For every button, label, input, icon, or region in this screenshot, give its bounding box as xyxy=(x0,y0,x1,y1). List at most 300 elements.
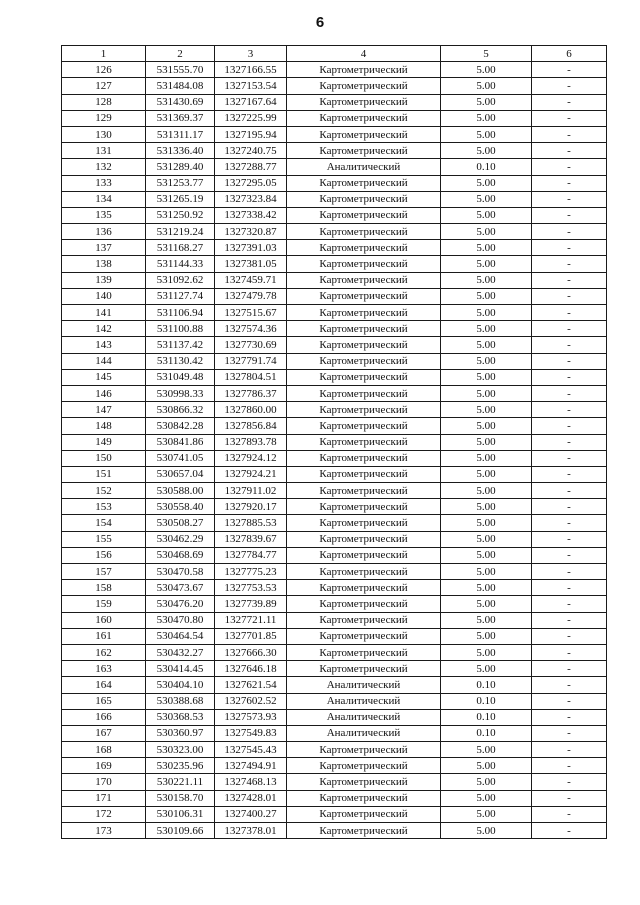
accuracy-cell: 5.00 xyxy=(441,143,532,159)
x-coordinate-cell: 530432.27 xyxy=(146,644,215,660)
method-cell: Картометрический xyxy=(287,305,441,321)
y-coordinate-cell: 1327885.53 xyxy=(215,515,287,531)
method-cell: Картометрический xyxy=(287,628,441,644)
x-coordinate-cell: 530360.97 xyxy=(146,725,215,741)
table-row xyxy=(62,385,607,401)
note-cell: - xyxy=(532,78,607,94)
table-row xyxy=(62,110,607,126)
note-cell: - xyxy=(532,725,607,741)
point-number-cell: 149 xyxy=(62,434,146,450)
method-cell: Картометрический xyxy=(287,418,441,434)
note-cell: - xyxy=(532,596,607,612)
table-body xyxy=(62,62,607,839)
point-number-cell: 141 xyxy=(62,305,146,321)
y-coordinate-cell: 1327320.87 xyxy=(215,224,287,240)
note-cell: - xyxy=(532,305,607,321)
note-cell: - xyxy=(532,369,607,385)
accuracy-cell: 5.00 xyxy=(441,434,532,450)
table-row xyxy=(62,337,607,353)
method-cell: Картометрический xyxy=(287,450,441,466)
x-coordinate-cell: 530404.10 xyxy=(146,677,215,693)
x-coordinate-cell: 531130.42 xyxy=(146,353,215,369)
x-coordinate-cell: 530158.70 xyxy=(146,790,215,806)
method-cell: Картометрический xyxy=(287,288,441,304)
y-coordinate-cell: 1327240.75 xyxy=(215,143,287,159)
accuracy-cell: 5.00 xyxy=(441,774,532,790)
note-cell: - xyxy=(532,758,607,774)
method-cell: Картометрический xyxy=(287,612,441,628)
y-coordinate-cell: 1327468.13 xyxy=(215,774,287,790)
note-cell: - xyxy=(532,240,607,256)
table-row xyxy=(62,628,607,644)
table-row xyxy=(62,450,607,466)
point-number-cell: 170 xyxy=(62,774,146,790)
point-number-cell: 160 xyxy=(62,612,146,628)
method-cell: Картометрический xyxy=(287,240,441,256)
table-row xyxy=(62,612,607,628)
point-number-cell: 153 xyxy=(62,499,146,515)
point-number-cell: 128 xyxy=(62,94,146,110)
x-coordinate-cell: 530473.67 xyxy=(146,580,215,596)
accuracy-cell: 5.00 xyxy=(441,547,532,563)
accuracy-cell: 5.00 xyxy=(441,191,532,207)
accuracy-cell: 5.00 xyxy=(441,596,532,612)
note-cell: - xyxy=(532,402,607,418)
point-number-cell: 166 xyxy=(62,709,146,725)
point-number-cell: 165 xyxy=(62,693,146,709)
table-row xyxy=(62,143,607,159)
table-row xyxy=(62,369,607,385)
y-coordinate-cell: 1327791.74 xyxy=(215,353,287,369)
column-header: 5 xyxy=(441,46,532,62)
note-cell: - xyxy=(532,159,607,175)
accuracy-cell: 5.00 xyxy=(441,240,532,256)
note-cell: - xyxy=(532,628,607,644)
point-number-cell: 151 xyxy=(62,466,146,482)
table-row xyxy=(62,466,607,482)
accuracy-cell: 5.00 xyxy=(441,175,532,191)
note-cell: - xyxy=(532,321,607,337)
column-header: 4 xyxy=(287,46,441,62)
y-coordinate-cell: 1327549.83 xyxy=(215,725,287,741)
method-cell: Картометрический xyxy=(287,110,441,126)
accuracy-cell: 5.00 xyxy=(441,450,532,466)
note-cell: - xyxy=(532,661,607,677)
method-cell: Картометрический xyxy=(287,661,441,677)
x-coordinate-cell: 530109.66 xyxy=(146,823,215,839)
y-coordinate-cell: 1327911.02 xyxy=(215,483,287,499)
accuracy-cell: 5.00 xyxy=(441,515,532,531)
x-coordinate-cell: 531430.69 xyxy=(146,94,215,110)
table-row xyxy=(62,823,607,839)
y-coordinate-cell: 1327391.03 xyxy=(215,240,287,256)
note-cell: - xyxy=(532,450,607,466)
method-cell: Картометрический xyxy=(287,758,441,774)
note-cell: - xyxy=(532,94,607,110)
table-row xyxy=(62,191,607,207)
point-number-cell: 139 xyxy=(62,272,146,288)
x-coordinate-cell: 530470.58 xyxy=(146,564,215,580)
accuracy-cell: 0.10 xyxy=(441,725,532,741)
accuracy-cell: 5.00 xyxy=(441,353,532,369)
y-coordinate-cell: 1327515.67 xyxy=(215,305,287,321)
point-number-cell: 143 xyxy=(62,337,146,353)
accuracy-cell: 5.00 xyxy=(441,288,532,304)
accuracy-cell: 5.00 xyxy=(441,224,532,240)
table-row xyxy=(62,515,607,531)
method-cell: Картометрический xyxy=(287,823,441,839)
note-cell: - xyxy=(532,823,607,839)
method-cell: Картометрический xyxy=(287,321,441,337)
accuracy-cell: 5.00 xyxy=(441,628,532,644)
table-row xyxy=(62,661,607,677)
note-cell: - xyxy=(532,677,607,693)
method-cell: Аналитический xyxy=(287,709,441,725)
method-cell: Картометрический xyxy=(287,94,441,110)
point-number-cell: 152 xyxy=(62,483,146,499)
method-cell: Картометрический xyxy=(287,483,441,499)
note-cell: - xyxy=(532,191,607,207)
accuracy-cell: 5.00 xyxy=(441,758,532,774)
note-cell: - xyxy=(532,224,607,240)
point-number-cell: 162 xyxy=(62,644,146,660)
point-number-cell: 171 xyxy=(62,790,146,806)
x-coordinate-cell: 531555.70 xyxy=(146,62,215,78)
table-row xyxy=(62,709,607,725)
table-row xyxy=(62,62,607,78)
note-cell: - xyxy=(532,742,607,758)
y-coordinate-cell: 1327378.01 xyxy=(215,823,287,839)
point-number-cell: 159 xyxy=(62,596,146,612)
point-number-cell: 163 xyxy=(62,661,146,677)
accuracy-cell: 5.00 xyxy=(441,564,532,580)
point-number-cell: 161 xyxy=(62,628,146,644)
column-header: 2 xyxy=(146,46,215,62)
y-coordinate-cell: 1327753.53 xyxy=(215,580,287,596)
note-cell: - xyxy=(532,143,607,159)
point-number-cell: 142 xyxy=(62,321,146,337)
accuracy-cell: 5.00 xyxy=(441,418,532,434)
y-coordinate-cell: 1327775.23 xyxy=(215,564,287,580)
x-coordinate-cell: 530388.68 xyxy=(146,693,215,709)
x-coordinate-cell: 530998.33 xyxy=(146,385,215,401)
table-row xyxy=(62,207,607,223)
y-coordinate-cell: 1327784.77 xyxy=(215,547,287,563)
point-number-cell: 145 xyxy=(62,369,146,385)
y-coordinate-cell: 1327574.36 xyxy=(215,321,287,337)
table-row xyxy=(62,580,607,596)
point-number-cell: 140 xyxy=(62,288,146,304)
table-row xyxy=(62,321,607,337)
x-coordinate-cell: 531484.08 xyxy=(146,78,215,94)
table-row xyxy=(62,272,607,288)
point-number-cell: 144 xyxy=(62,353,146,369)
x-coordinate-cell: 531106.94 xyxy=(146,305,215,321)
point-number-cell: 135 xyxy=(62,207,146,223)
y-coordinate-cell: 1327166.55 xyxy=(215,62,287,78)
x-coordinate-cell: 530588.00 xyxy=(146,483,215,499)
table-row xyxy=(62,175,607,191)
x-coordinate-cell: 531144.33 xyxy=(146,256,215,272)
method-cell: Картометрический xyxy=(287,175,441,191)
point-number-cell: 150 xyxy=(62,450,146,466)
x-coordinate-cell: 530235.96 xyxy=(146,758,215,774)
y-coordinate-cell: 1327804.51 xyxy=(215,369,287,385)
accuracy-cell: 5.00 xyxy=(441,337,532,353)
y-coordinate-cell: 1327739.89 xyxy=(215,596,287,612)
y-coordinate-cell: 1327295.05 xyxy=(215,175,287,191)
accuracy-cell: 5.00 xyxy=(441,790,532,806)
column-header: 1 xyxy=(62,46,146,62)
y-coordinate-cell: 1327893.78 xyxy=(215,434,287,450)
table-row xyxy=(62,774,607,790)
y-coordinate-cell: 1327730.69 xyxy=(215,337,287,353)
table-row xyxy=(62,126,607,142)
y-coordinate-cell: 1327856.84 xyxy=(215,418,287,434)
column-header: 6 xyxy=(532,46,607,62)
accuracy-cell: 5.00 xyxy=(441,207,532,223)
note-cell: - xyxy=(532,564,607,580)
x-coordinate-cell: 530323.00 xyxy=(146,742,215,758)
accuracy-cell: 5.00 xyxy=(441,369,532,385)
x-coordinate-cell: 530558.40 xyxy=(146,499,215,515)
y-coordinate-cell: 1327924.12 xyxy=(215,450,287,466)
x-coordinate-cell: 530106.31 xyxy=(146,806,215,822)
table-row xyxy=(62,483,607,499)
method-cell: Картометрический xyxy=(287,564,441,580)
point-number-cell: 127 xyxy=(62,78,146,94)
table-row xyxy=(62,434,607,450)
x-coordinate-cell: 531336.40 xyxy=(146,143,215,159)
table-row xyxy=(62,159,607,175)
table-row xyxy=(62,758,607,774)
table-row xyxy=(62,418,607,434)
note-cell: - xyxy=(532,790,607,806)
x-coordinate-cell: 530368.53 xyxy=(146,709,215,725)
x-coordinate-cell: 531289.40 xyxy=(146,159,215,175)
method-cell: Картометрический xyxy=(287,207,441,223)
accuracy-cell: 0.10 xyxy=(441,709,532,725)
note-cell: - xyxy=(532,515,607,531)
table-row xyxy=(62,94,607,110)
note-cell: - xyxy=(532,531,607,547)
method-cell: Картометрический xyxy=(287,515,441,531)
y-coordinate-cell: 1327701.85 xyxy=(215,628,287,644)
note-cell: - xyxy=(532,62,607,78)
accuracy-cell: 5.00 xyxy=(441,402,532,418)
x-coordinate-cell: 531265.19 xyxy=(146,191,215,207)
note-cell: - xyxy=(532,580,607,596)
point-number-cell: 137 xyxy=(62,240,146,256)
note-cell: - xyxy=(532,110,607,126)
point-number-cell: 134 xyxy=(62,191,146,207)
note-cell: - xyxy=(532,434,607,450)
point-number-cell: 133 xyxy=(62,175,146,191)
note-cell: - xyxy=(532,693,607,709)
table-row xyxy=(62,305,607,321)
x-coordinate-cell: 530842.28 xyxy=(146,418,215,434)
method-cell: Картометрический xyxy=(287,531,441,547)
note-cell: - xyxy=(532,806,607,822)
method-cell: Картометрический xyxy=(287,790,441,806)
point-number-cell: 131 xyxy=(62,143,146,159)
y-coordinate-cell: 1327602.52 xyxy=(215,693,287,709)
accuracy-cell: 5.00 xyxy=(441,661,532,677)
method-cell: Картометрический xyxy=(287,774,441,790)
table-row xyxy=(62,806,607,822)
y-coordinate-cell: 1327459.71 xyxy=(215,272,287,288)
y-coordinate-cell: 1327924.21 xyxy=(215,466,287,482)
y-coordinate-cell: 1327573.93 xyxy=(215,709,287,725)
accuracy-cell: 5.00 xyxy=(441,78,532,94)
note-cell: - xyxy=(532,774,607,790)
method-cell: Картометрический xyxy=(287,547,441,563)
table-row xyxy=(62,677,607,693)
accuracy-cell: 5.00 xyxy=(441,62,532,78)
method-cell: Картометрический xyxy=(287,385,441,401)
x-coordinate-cell: 530657.04 xyxy=(146,466,215,482)
table-row xyxy=(62,790,607,806)
x-coordinate-cell: 531250.92 xyxy=(146,207,215,223)
y-coordinate-cell: 1327153.54 xyxy=(215,78,287,94)
y-coordinate-cell: 1327621.54 xyxy=(215,677,287,693)
y-coordinate-cell: 1327920.17 xyxy=(215,499,287,515)
point-number-cell: 156 xyxy=(62,547,146,563)
method-cell: Картометрический xyxy=(287,78,441,94)
point-number-cell: 132 xyxy=(62,159,146,175)
method-cell: Картометрический xyxy=(287,466,441,482)
point-number-cell: 147 xyxy=(62,402,146,418)
note-cell: - xyxy=(532,288,607,304)
x-coordinate-cell: 531219.24 xyxy=(146,224,215,240)
table-row xyxy=(62,693,607,709)
y-coordinate-cell: 1327494.91 xyxy=(215,758,287,774)
method-cell: Картометрический xyxy=(287,369,441,385)
table-header-row xyxy=(62,46,607,62)
accuracy-cell: 5.00 xyxy=(441,110,532,126)
point-number-cell: 169 xyxy=(62,758,146,774)
accuracy-cell: 5.00 xyxy=(441,580,532,596)
table-row xyxy=(62,402,607,418)
note-cell: - xyxy=(532,256,607,272)
note-cell: - xyxy=(532,385,607,401)
accuracy-cell: 5.00 xyxy=(441,644,532,660)
x-coordinate-cell: 531253.77 xyxy=(146,175,215,191)
accuracy-cell: 5.00 xyxy=(441,499,532,515)
x-coordinate-cell: 530470.80 xyxy=(146,612,215,628)
y-coordinate-cell: 1327786.37 xyxy=(215,385,287,401)
accuracy-cell: 5.00 xyxy=(441,385,532,401)
page-number: 6 xyxy=(315,14,325,31)
table-row xyxy=(62,256,607,272)
method-cell: Картометрический xyxy=(287,596,441,612)
x-coordinate-cell: 530468.69 xyxy=(146,547,215,563)
accuracy-cell: 5.00 xyxy=(441,321,532,337)
y-coordinate-cell: 1327381.05 xyxy=(215,256,287,272)
y-coordinate-cell: 1327338.42 xyxy=(215,207,287,223)
table-row xyxy=(62,499,607,515)
method-cell: Картометрический xyxy=(287,353,441,369)
x-coordinate-cell: 530414.45 xyxy=(146,661,215,677)
y-coordinate-cell: 1327323.84 xyxy=(215,191,287,207)
x-coordinate-cell: 531369.37 xyxy=(146,110,215,126)
point-number-cell: 148 xyxy=(62,418,146,434)
note-cell: - xyxy=(532,709,607,725)
point-number-cell: 130 xyxy=(62,126,146,142)
method-cell: Картометрический xyxy=(287,742,441,758)
note-cell: - xyxy=(532,337,607,353)
y-coordinate-cell: 1327428.01 xyxy=(215,790,287,806)
point-number-cell: 154 xyxy=(62,515,146,531)
note-cell: - xyxy=(532,499,607,515)
point-number-cell: 129 xyxy=(62,110,146,126)
y-coordinate-cell: 1327860.00 xyxy=(215,402,287,418)
x-coordinate-cell: 530464.54 xyxy=(146,628,215,644)
accuracy-cell: 0.10 xyxy=(441,159,532,175)
y-coordinate-cell: 1327225.99 xyxy=(215,110,287,126)
point-number-cell: 157 xyxy=(62,564,146,580)
table-row xyxy=(62,531,607,547)
y-coordinate-cell: 1327400.27 xyxy=(215,806,287,822)
x-coordinate-cell: 531137.42 xyxy=(146,337,215,353)
y-coordinate-cell: 1327545.43 xyxy=(215,742,287,758)
point-number-cell: 167 xyxy=(62,725,146,741)
x-coordinate-cell: 530508.27 xyxy=(146,515,215,531)
method-cell: Картометрический xyxy=(287,434,441,450)
x-coordinate-cell: 531049.48 xyxy=(146,369,215,385)
accuracy-cell: 5.00 xyxy=(441,823,532,839)
x-coordinate-cell: 530476.20 xyxy=(146,596,215,612)
table-row xyxy=(62,644,607,660)
method-cell: Картометрический xyxy=(287,191,441,207)
method-cell: Аналитический xyxy=(287,725,441,741)
x-coordinate-cell: 530866.32 xyxy=(146,402,215,418)
x-coordinate-cell: 530741.05 xyxy=(146,450,215,466)
method-cell: Аналитический xyxy=(287,693,441,709)
note-cell: - xyxy=(532,466,607,482)
x-coordinate-cell: 531311.17 xyxy=(146,126,215,142)
accuracy-cell: 5.00 xyxy=(441,256,532,272)
note-cell: - xyxy=(532,418,607,434)
method-cell: Картометрический xyxy=(287,337,441,353)
point-number-cell: 126 xyxy=(62,62,146,78)
accuracy-cell: 5.00 xyxy=(441,272,532,288)
y-coordinate-cell: 1327839.67 xyxy=(215,531,287,547)
x-coordinate-cell: 530221.11 xyxy=(146,774,215,790)
note-cell: - xyxy=(532,353,607,369)
y-coordinate-cell: 1327721.11 xyxy=(215,612,287,628)
method-cell: Картометрический xyxy=(287,499,441,515)
x-coordinate-cell: 531127.74 xyxy=(146,288,215,304)
table-row xyxy=(62,725,607,741)
accuracy-cell: 0.10 xyxy=(441,677,532,693)
note-cell: - xyxy=(532,483,607,499)
method-cell: Картометрический xyxy=(287,126,441,142)
method-cell: Картометрический xyxy=(287,272,441,288)
table-row xyxy=(62,288,607,304)
point-number-cell: 173 xyxy=(62,823,146,839)
table-row xyxy=(62,224,607,240)
note-cell: - xyxy=(532,612,607,628)
point-number-cell: 158 xyxy=(62,580,146,596)
note-cell: - xyxy=(532,272,607,288)
accuracy-cell: 5.00 xyxy=(441,466,532,482)
point-number-cell: 164 xyxy=(62,677,146,693)
y-coordinate-cell: 1327167.64 xyxy=(215,94,287,110)
point-number-cell: 168 xyxy=(62,742,146,758)
y-coordinate-cell: 1327666.30 xyxy=(215,644,287,660)
note-cell: - xyxy=(532,547,607,563)
